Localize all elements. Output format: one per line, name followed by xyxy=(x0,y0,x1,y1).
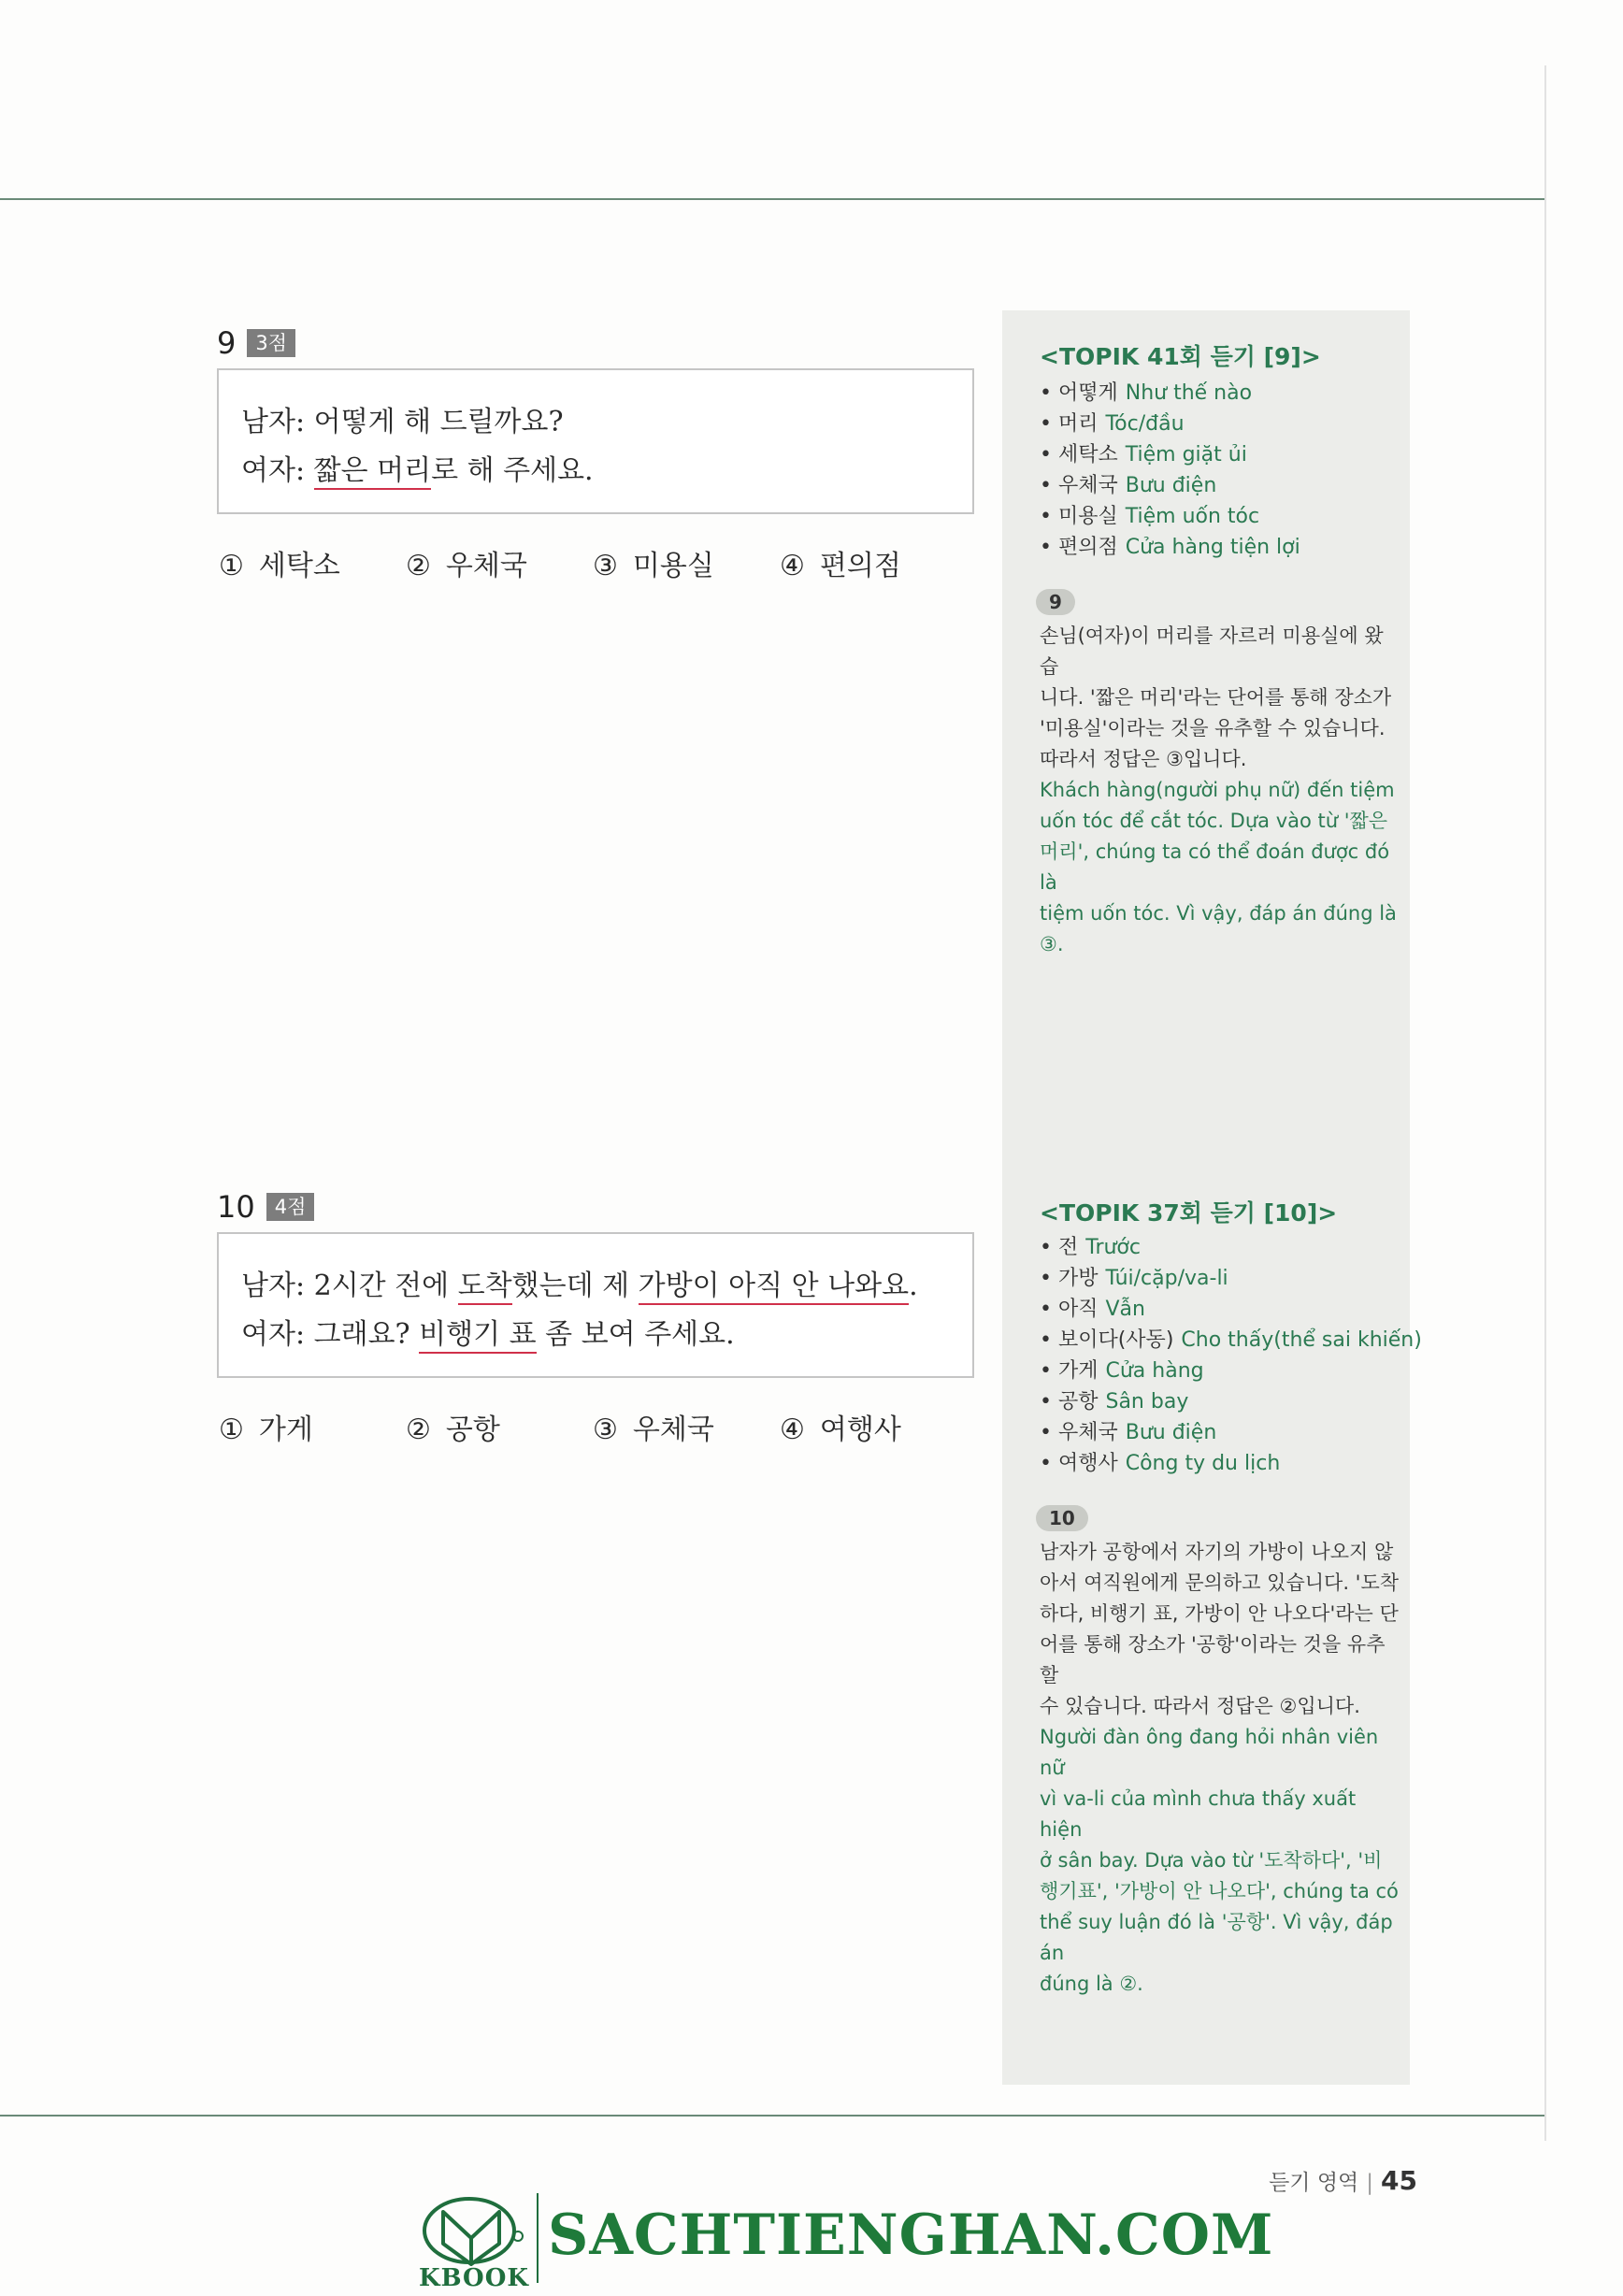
question-10-header xyxy=(217,1189,314,1225)
question-9-dialogue-box xyxy=(217,368,974,514)
reference-9-vocab xyxy=(1040,378,1300,563)
explanation-line: 니다. '짧은 머리'라는 단어를 통해 장소가 xyxy=(1040,686,1392,709)
option[interactable]: ③ 우체국 xyxy=(593,1413,714,1446)
question-number: 9 xyxy=(217,325,237,361)
page-edge xyxy=(1544,65,1546,2141)
question-9-header xyxy=(217,325,295,361)
vocab-item: • 아직 Vẫn xyxy=(1040,1298,1145,1321)
top-rule xyxy=(0,198,1544,200)
question-9-options xyxy=(219,542,967,583)
explanation-10-badge: 10 xyxy=(1036,1505,1088,1531)
points-badge: 4점 xyxy=(266,1193,315,1221)
vocab-item: • 공항 Sân bay xyxy=(1040,1390,1189,1413)
option[interactable]: ② 공항 xyxy=(406,1413,500,1446)
question-10-dialogue-box xyxy=(217,1232,974,1378)
page-number: 45 xyxy=(1381,2165,1417,2196)
explanation-line: 아서 여직원에게 문의하고 있습니다. '도착 xyxy=(1040,1571,1400,1594)
explanation-line: '미용실'이라는 것을 유추할 수 있습니다. xyxy=(1040,717,1386,739)
explanation-line: ③. xyxy=(1040,933,1064,955)
explanation-line: vì va-li của mình chưa thấy xuất hiện xyxy=(1040,1787,1357,1841)
explanation-line: tiệm uốn tóc. Vì vậy, đáp án đúng là xyxy=(1040,902,1397,925)
vocab-item: • 미용실 Tiệm uốn tóc xyxy=(1040,505,1260,528)
explanation-line: 수 있습니다. 따라서 정답은 ②입니다. xyxy=(1040,1695,1360,1717)
option[interactable]: ① 세탁소 xyxy=(219,550,340,582)
explanation-line: 남자가 공항에서 자기의 가방이 나오지 않 xyxy=(1040,1541,1394,1563)
logo-divider xyxy=(537,2193,539,2283)
logo-text: KBOOK xyxy=(419,2264,529,2292)
dialogue-line: 남자: 어떻게 해 드릴까요? xyxy=(241,406,564,438)
brand-site[interactable]: SACHTIENGHAN.COM xyxy=(548,2203,1274,2268)
points-badge: 3점 xyxy=(247,329,295,357)
option[interactable]: ③ 미용실 xyxy=(593,550,714,582)
reference-10-title: <TOPIK 37회 듣기 [10]> xyxy=(1040,1199,1338,1227)
explanation-line: 행기표', '가방이 안 나오다', chúng ta có xyxy=(1040,1880,1399,1902)
vocab-item: • 우체국 Bưu điện xyxy=(1040,474,1217,497)
page-footer xyxy=(1269,2165,1417,2196)
explanation-line: Khách hàng(người phụ nữ) đến tiệm xyxy=(1040,779,1395,801)
dialogue-line: 여자: 그래요? 비행기 표 좀 보여 주세요. xyxy=(241,1311,950,1359)
explanation-line: Người đàn ông đang hỏi nhân viên nữ xyxy=(1040,1726,1379,1779)
option[interactable]: ④ 편의점 xyxy=(780,550,901,582)
explanation-line: ở sân bay. Dựa vào từ '도착하다', '비 xyxy=(1040,1849,1383,1872)
question-number: 10 xyxy=(217,1189,255,1225)
explanation-line: uốn tóc để cắt tóc. Dựa vào từ '짧은 xyxy=(1040,810,1388,832)
explanation-line: đúng là ②. xyxy=(1040,1973,1143,1995)
explanation-line: 머리', chúng ta có thể đoán được đó là xyxy=(1040,840,1390,894)
dialogue-line: 여자: 짧은 머리로 해 주세요. xyxy=(241,447,950,495)
vocab-item: • 우체국 Bưu điện xyxy=(1040,1421,1217,1444)
explanation-line: thể suy luận đó là '공항'. Vì vậy, đáp án xyxy=(1040,1911,1393,1964)
question-10-options xyxy=(219,1406,967,1447)
dialogue-line: 남자: 2시간 전에 도착했는데 제 가방이 아직 안 나와요. xyxy=(241,1262,950,1311)
explanation-line: 어를 통해 장소가 '공항'이라는 것을 유추할 xyxy=(1040,1633,1386,1686)
footer-separator: | xyxy=(1366,2171,1374,2195)
option[interactable]: ④ 여행사 xyxy=(780,1413,901,1446)
explanation-9-badge: 9 xyxy=(1036,589,1075,615)
underlined-keyword: 비행기 표 xyxy=(419,1318,536,1354)
explanation-9 xyxy=(1040,621,1399,960)
vocab-item: • 여행사 Công ty du lịch xyxy=(1040,1452,1281,1475)
vocab-item: • 전 Trước xyxy=(1040,1236,1141,1259)
vocab-item: • 편의점 Cửa hàng tiện lợi xyxy=(1040,536,1300,559)
reference-10-vocab xyxy=(1040,1232,1422,1479)
vocab-item: • 어떻게 Như thế nào xyxy=(1040,381,1253,405)
underlined-keyword: 가방이 아직 안 나와요 xyxy=(639,1270,909,1305)
explanation-10 xyxy=(1040,1537,1399,2000)
option[interactable]: ① 가게 xyxy=(219,1413,313,1446)
vocab-item: • 세탁소 Tiệm giặt ủi xyxy=(1040,443,1247,466)
reference-9-title: <TOPIK 41회 듣기 [9]> xyxy=(1040,343,1321,370)
vocab-item: • 가게 Cửa hàng xyxy=(1040,1359,1204,1383)
bottom-rule xyxy=(0,2115,1544,2117)
option[interactable]: ② 우체국 xyxy=(406,550,527,582)
vocab-item: • 보이다(사동) Cho thấy(thể sai khiến) xyxy=(1040,1328,1422,1352)
explanation-line: 손님(여자)이 머리를 자르러 미용실에 왔습 xyxy=(1040,624,1384,678)
vocab-item: • 가방 Túi/cặp/va-li xyxy=(1040,1267,1228,1290)
underlined-keyword: 짧은 머리 xyxy=(314,454,431,490)
underlined-keyword: 도착 xyxy=(458,1270,512,1305)
section-label: 듣기 영역 xyxy=(1269,2171,1359,2195)
vocab-item: • 머리 Tóc/đầu xyxy=(1040,412,1185,436)
explanation-line: 따라서 정답은 ③입니다. xyxy=(1040,748,1247,770)
explanation-line: 하다, 비행기 표, 가방이 안 나오다'라는 단 xyxy=(1040,1602,1399,1625)
